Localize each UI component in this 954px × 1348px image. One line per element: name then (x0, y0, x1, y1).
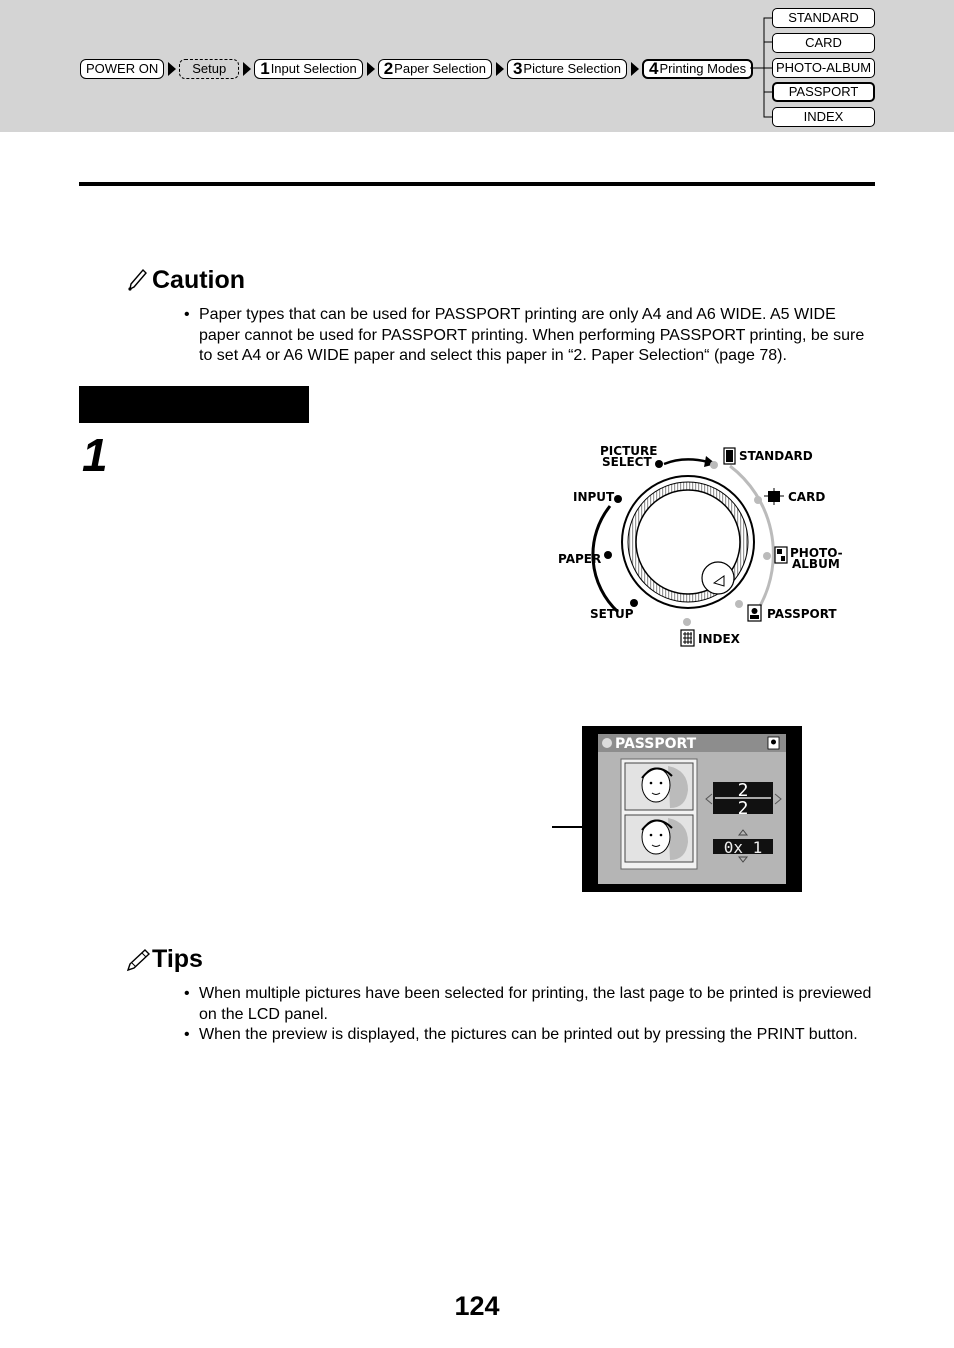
dial-dot-index (683, 618, 691, 626)
mode-bracket-connector (750, 0, 774, 132)
crumb-label: Input Selection (270, 61, 357, 76)
crumb-label: Printing Modes (659, 61, 747, 76)
dial-dot-passport (735, 600, 743, 608)
tips-item: • When the preview is displayed, the pictures can be printed out by pressing the PRINT button. (184, 1025, 876, 1046)
dial-dot-card (754, 496, 762, 504)
lcd-title: PASSPORT (615, 736, 697, 752)
card-icon (768, 491, 780, 502)
dial-pointer (702, 562, 734, 594)
lcd-page-total: 2 (737, 798, 749, 819)
crumb-label: POWER ON (86, 61, 159, 76)
dial-dot-photo-album (763, 552, 771, 560)
dial-label-index: INDEX (698, 632, 740, 646)
dial-label-input: INPUT (573, 490, 615, 504)
mode-passport[interactable]: PASSPORT (772, 82, 875, 102)
step-number: 1 (82, 429, 108, 481)
crumb-label: Picture Selection (523, 61, 621, 76)
arrow-right-icon (243, 62, 251, 76)
page-number: 124 (454, 1291, 500, 1321)
dial-label-standard: STANDARD (739, 449, 813, 463)
dial-dot-input (614, 495, 622, 503)
dial-label-passport: PASSPORT (767, 607, 837, 621)
mode-standard[interactable]: STANDARD (772, 8, 875, 28)
dial-label-photo-album-2: ALBUM (792, 557, 840, 571)
dial-label-paper: PAPER (558, 552, 602, 566)
tips-title: Tips (152, 945, 203, 973)
mode-index[interactable]: INDEX (772, 107, 875, 127)
arrow-right-icon (631, 62, 639, 76)
arrow-right-icon (496, 62, 504, 76)
step-header-bar (79, 386, 309, 423)
crumb-input-selection[interactable] (254, 59, 362, 79)
arrow-right-icon (168, 62, 176, 76)
crumb-printing-modes[interactable] (642, 59, 753, 79)
tips-list (184, 984, 876, 1046)
tips-pencil-icon (125, 948, 151, 972)
dial-dot-picture-select (655, 460, 663, 468)
crumb-number: 4 (648, 59, 659, 78)
breadcrumb (80, 58, 753, 80)
crumb-picture-selection[interactable] (507, 59, 627, 79)
dial-label-photo-album-1: PHOTO- (790, 546, 843, 560)
section-rule (79, 182, 875, 186)
arrow-right-icon (367, 62, 375, 76)
crumb-number: 2 (383, 59, 394, 78)
dial-label-picture-select-1: PICTURE (600, 444, 658, 458)
lcd-page-current: 2 (737, 780, 749, 801)
lcd-copies: 0x 1 (723, 838, 763, 857)
lcd-status-icon (602, 738, 612, 748)
caution-list (184, 305, 876, 367)
crumb-number: 1 (260, 59, 270, 78)
caution-item: • Paper types that can be used for PASSPORT printing are only A4 and A6 WIDE. A5 WIDE paper cannot be used for PASSPORT printing. When performing PASSPORT printing, be sure to set A4 or A6 WIDE paper and select this paper in “2. Paper Selection“ (page 78). (184, 305, 876, 367)
dial-dot-standard (710, 461, 718, 469)
crumb-paper-selection[interactable] (378, 59, 492, 79)
dial-label-card: CARD (788, 490, 826, 504)
dial-dot-paper (604, 551, 612, 559)
crumb-label: Setup (192, 61, 227, 76)
caution-title: Caution (152, 266, 246, 294)
caution-pen-icon (126, 268, 148, 292)
mode-card[interactable]: CARD (772, 33, 875, 53)
mode-photo-album[interactable]: PHOTO-ALBUM (772, 58, 875, 78)
mode-dial-diagram (548, 436, 868, 652)
crumb-number: 3 (512, 59, 523, 78)
dial-label-setup: SETUP (590, 607, 634, 621)
crumb-setup[interactable] (179, 59, 239, 79)
tips-item: • When multiple pictures have been selected for printing, the last page to be printed is previewed on the LCD panel. (184, 984, 876, 1025)
crumb-label: Paper Selection (394, 61, 486, 76)
crumb-power-on[interactable] (80, 59, 164, 79)
lcd-passport-preview (582, 726, 802, 892)
dial-dot-setup (630, 599, 638, 607)
dial-label-picture-select-2: SELECT (602, 455, 652, 469)
